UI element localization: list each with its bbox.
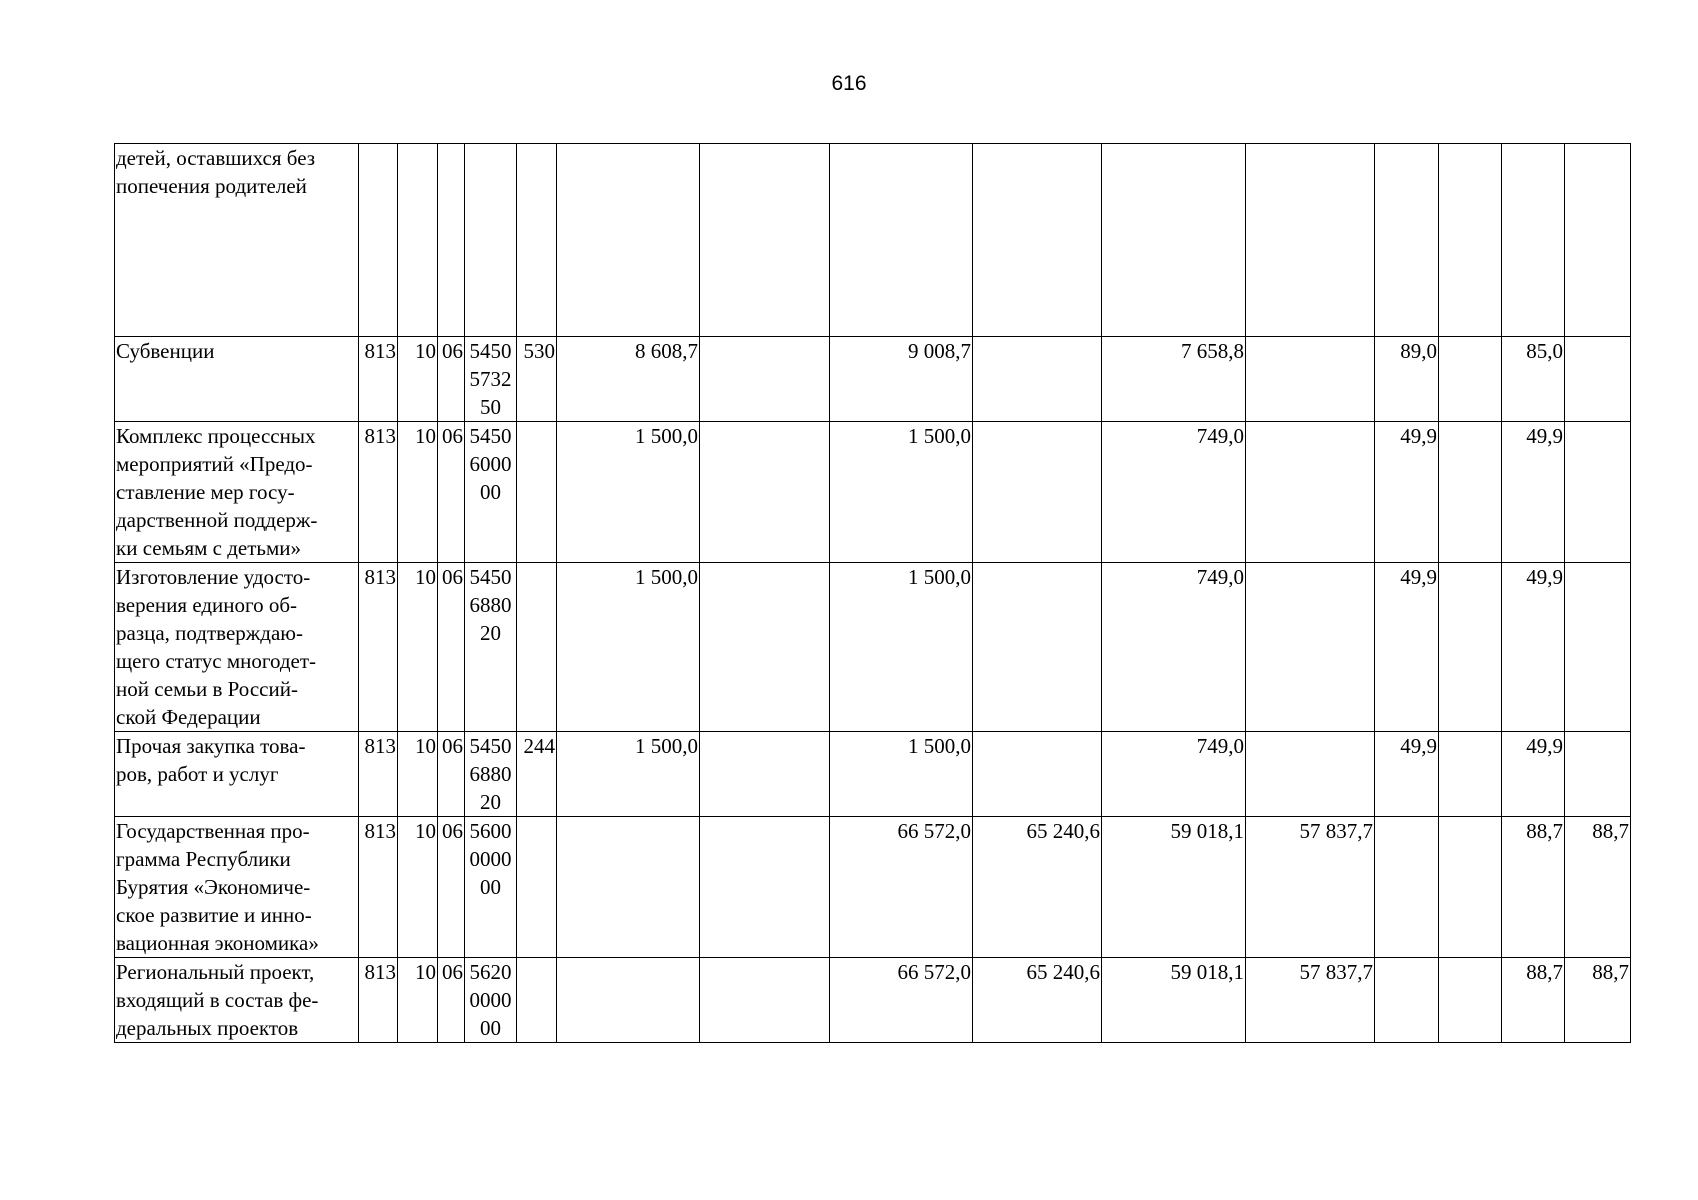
row-name — [115, 563, 359, 732]
cell-pr: 06 — [438, 422, 465, 563]
row-name-line: Комплекс процессных — [116, 424, 316, 448]
cell-value-1: 1 500,0 — [557, 732, 700, 817]
cell-vr — [517, 958, 557, 1043]
row-name — [115, 144, 359, 337]
cell-value-5: 749,0 — [1102, 563, 1246, 732]
cell-rz — [398, 144, 438, 337]
cell-value-1 — [557, 817, 700, 958]
cell-pr — [438, 144, 465, 337]
row-name-line: мероприятий «Предо- — [116, 452, 313, 476]
table-row — [115, 958, 1631, 1043]
row-name-line: Государственная про- — [116, 819, 310, 843]
row-name — [115, 732, 359, 817]
cell-value-10: 88,7 — [1565, 817, 1631, 958]
csr-line: 00 — [480, 875, 501, 899]
row-name-line: ров, работ и услуг — [116, 762, 279, 786]
table-row — [115, 563, 1631, 732]
cell-gr: 813 — [359, 422, 398, 563]
cell-pr: 06 — [438, 817, 465, 958]
cell-value-2 — [700, 422, 830, 563]
cell-csr — [465, 422, 517, 563]
cell-value-9: 49,9 — [1502, 732, 1565, 817]
csr-line: 20 — [480, 621, 501, 645]
row-name-line: дарственной поддерж- — [116, 508, 318, 532]
cell-value-9: 49,9 — [1502, 563, 1565, 732]
row-name-line: вационная экономика» — [116, 931, 319, 955]
cell-value-6 — [1246, 422, 1375, 563]
cell-value-3: 9 008,7 — [830, 337, 973, 422]
row-name-line: разца, подтверждаю- — [116, 621, 303, 645]
cell-value-2 — [700, 144, 830, 337]
page-number: 616 — [831, 72, 867, 95]
cell-value-8 — [1439, 337, 1502, 422]
cell-value-5: 59 018,1 — [1102, 958, 1246, 1043]
cell-value-2 — [700, 817, 830, 958]
cell-rz: 10 — [398, 817, 438, 958]
cell-csr — [465, 563, 517, 732]
row-name-line: ское развитие и инно- — [116, 903, 312, 927]
csr-line: 20 — [480, 790, 501, 814]
cell-value-10 — [1565, 422, 1631, 563]
cell-value-8 — [1439, 732, 1502, 817]
csr-line: 5450 — [469, 339, 512, 363]
cell-value-5: 749,0 — [1102, 422, 1246, 563]
cell-gr: 813 — [359, 817, 398, 958]
row-name-line: ской Федерации — [116, 705, 261, 729]
cell-value-3 — [830, 144, 973, 337]
cell-value-6: 57 837,7 — [1246, 817, 1375, 958]
cell-vr — [517, 144, 557, 337]
cell-gr: 813 — [359, 563, 398, 732]
cell-value-3: 1 500,0 — [830, 422, 973, 563]
cell-rz: 10 — [398, 563, 438, 732]
cell-value-8 — [1439, 958, 1502, 1043]
table-row — [115, 817, 1631, 958]
cell-value-7: 49,9 — [1375, 422, 1439, 563]
csr-line: 5450 — [469, 565, 512, 589]
row-name-line: детей, оставшихся без — [116, 146, 316, 170]
cell-value-6 — [1246, 144, 1375, 337]
cell-value-4: 65 240,6 — [973, 817, 1102, 958]
cell-value-4 — [973, 732, 1102, 817]
cell-value-6 — [1246, 337, 1375, 422]
cell-value-7 — [1375, 817, 1439, 958]
cell-rz: 10 — [398, 732, 438, 817]
csr-line: 6880 — [469, 762, 512, 786]
cell-pr: 06 — [438, 563, 465, 732]
cell-value-10 — [1565, 337, 1631, 422]
cell-value-10 — [1565, 563, 1631, 732]
cell-value-1: 1 500,0 — [557, 422, 700, 563]
cell-pr: 06 — [438, 958, 465, 1043]
csr-line: 6880 — [469, 593, 512, 617]
row-name-line: Субвенции — [116, 339, 215, 363]
cell-value-10: 88,7 — [1565, 958, 1631, 1043]
csr-line: 5620 — [469, 960, 512, 984]
cell-pr: 06 — [438, 337, 465, 422]
cell-vr — [517, 817, 557, 958]
cell-value-4 — [973, 563, 1102, 732]
row-name-line: ки семьям с детьми» — [116, 536, 302, 560]
cell-gr: 813 — [359, 958, 398, 1043]
row-name-line: ной семьи в Россий- — [116, 677, 298, 701]
cell-gr: 813 — [359, 337, 398, 422]
csr-line: 50 — [480, 395, 501, 419]
cell-value-8 — [1439, 422, 1502, 563]
table-row — [115, 732, 1631, 817]
cell-vr — [517, 563, 557, 732]
cell-value-6: 57 837,7 — [1246, 958, 1375, 1043]
row-name-line: верения единого об- — [116, 593, 298, 617]
cell-value-7 — [1375, 144, 1439, 337]
csr-line: 5450 — [469, 424, 512, 448]
csr-line: 0000 — [469, 988, 512, 1012]
row-name-line: щего статус многодет- — [116, 649, 317, 673]
row-name-line: ставление мер госу- — [116, 480, 295, 504]
cell-value-6 — [1246, 732, 1375, 817]
table-row — [115, 422, 1631, 563]
cell-vr — [517, 422, 557, 563]
table-row — [115, 144, 1631, 337]
cell-value-5: 59 018,1 — [1102, 817, 1246, 958]
cell-value-3: 1 500,0 — [830, 732, 973, 817]
cell-rz: 10 — [398, 958, 438, 1043]
cell-value-5: 749,0 — [1102, 732, 1246, 817]
csr-line: 5732 — [469, 367, 512, 391]
cell-rz: 10 — [398, 422, 438, 563]
table-body — [115, 144, 1631, 1043]
csr-line: 00 — [480, 480, 501, 504]
cell-value-7: 49,9 — [1375, 563, 1439, 732]
cell-value-1: 1 500,0 — [557, 563, 700, 732]
row-name — [115, 422, 359, 563]
cell-csr — [465, 144, 517, 337]
cell-value-7: 49,9 — [1375, 732, 1439, 817]
cell-gr: 813 — [359, 732, 398, 817]
cell-value-10 — [1565, 144, 1631, 337]
cell-value-8 — [1439, 817, 1502, 958]
cell-value-4 — [973, 337, 1102, 422]
row-name — [115, 337, 359, 422]
cell-value-9: 88,7 — [1502, 958, 1565, 1043]
cell-csr — [465, 337, 517, 422]
cell-vr: 244 — [517, 732, 557, 817]
cell-value-4 — [973, 144, 1102, 337]
cell-value-1 — [557, 144, 700, 337]
cell-rz: 10 — [398, 337, 438, 422]
csr-line: 5600 — [469, 819, 512, 843]
cell-value-10 — [1565, 732, 1631, 817]
cell-value-4: 65 240,6 — [973, 958, 1102, 1043]
cell-value-3: 66 572,0 — [830, 958, 973, 1043]
cell-value-7 — [1375, 958, 1439, 1043]
cell-vr: 530 — [517, 337, 557, 422]
cell-value-6 — [1246, 563, 1375, 732]
row-name-line: деральных проектов — [116, 1016, 299, 1040]
cell-value-1 — [557, 958, 700, 1043]
cell-value-8 — [1439, 144, 1502, 337]
csr-line: 6000 — [469, 452, 512, 476]
cell-value-2 — [700, 732, 830, 817]
cell-pr: 06 — [438, 732, 465, 817]
cell-value-7: 89,0 — [1375, 337, 1439, 422]
csr-line: 00 — [480, 1016, 501, 1040]
cell-value-2 — [700, 337, 830, 422]
row-name-line: Бурятия «Экономиче- — [116, 875, 311, 899]
cell-csr — [465, 817, 517, 958]
cell-value-4 — [973, 422, 1102, 563]
cell-value-8 — [1439, 563, 1502, 732]
row-name-line: входящий в состав фе- — [116, 988, 319, 1012]
cell-value-5: 7 658,8 — [1102, 337, 1246, 422]
budget-table — [114, 143, 1631, 1043]
cell-value-9 — [1502, 144, 1565, 337]
csr-line: 5450 — [469, 734, 512, 758]
cell-value-2 — [700, 958, 830, 1043]
cell-value-9: 85,0 — [1502, 337, 1565, 422]
cell-gr — [359, 144, 398, 337]
cell-value-2 — [700, 563, 830, 732]
row-name-line: Изготовление удосто- — [116, 565, 311, 589]
row-name-line: попечения родителей — [116, 174, 307, 198]
cell-csr — [465, 732, 517, 817]
cell-value-9: 88,7 — [1502, 817, 1565, 958]
cell-csr — [465, 958, 517, 1043]
row-name-line: Прочая закупка това- — [116, 734, 306, 758]
row-name — [115, 817, 359, 958]
csr-line: 0000 — [469, 847, 512, 871]
cell-value-3: 1 500,0 — [830, 563, 973, 732]
row-name-line: Региональный проект, — [116, 960, 315, 984]
row-name-line: грамма Республики — [116, 847, 291, 871]
cell-value-9: 49,9 — [1502, 422, 1565, 563]
row-name — [115, 958, 359, 1043]
cell-value-1: 8 608,7 — [557, 337, 700, 422]
cell-value-5 — [1102, 144, 1246, 337]
table-row — [115, 337, 1631, 422]
cell-value-3: 66 572,0 — [830, 817, 973, 958]
